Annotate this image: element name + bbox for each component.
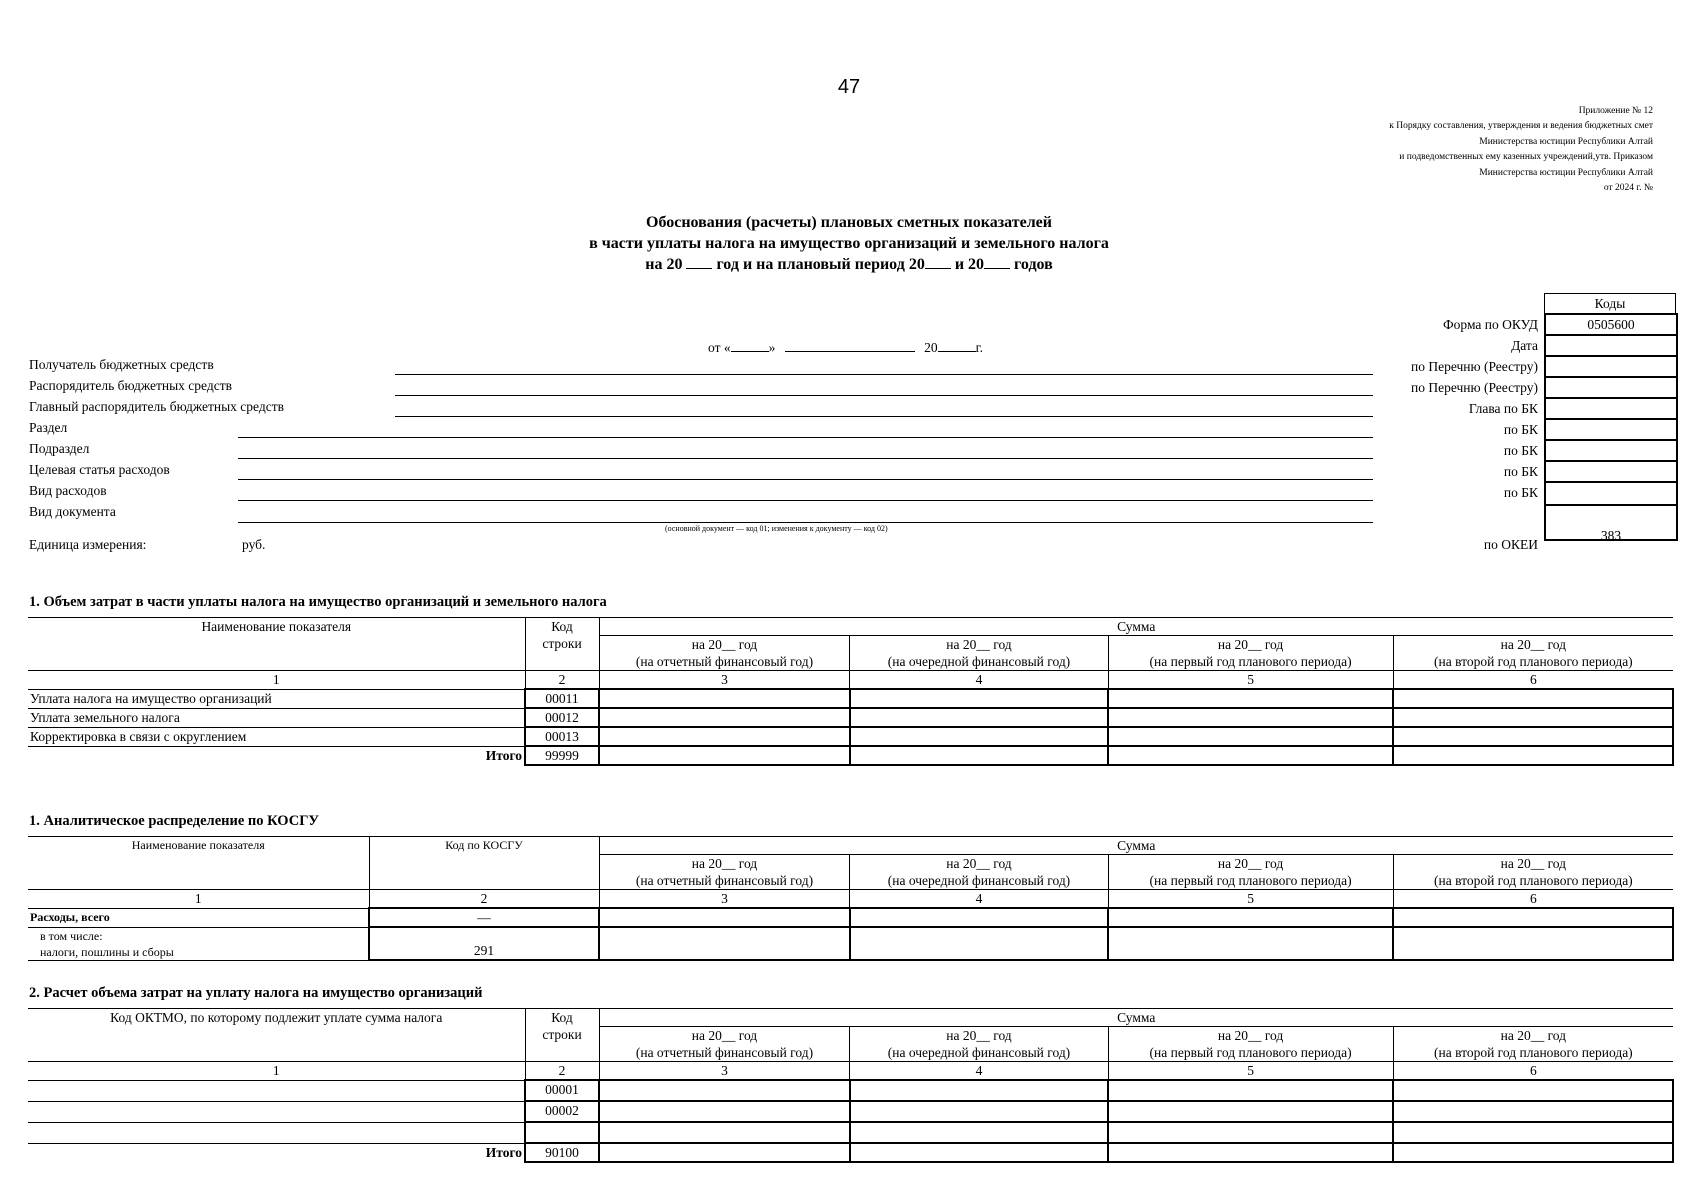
expense-type-label: Вид расходов bbox=[29, 483, 107, 498]
value-cell[interactable] bbox=[599, 927, 850, 960]
total-row bbox=[28, 1143, 1673, 1162]
year-header bbox=[599, 636, 850, 671]
kosgu-header: Код по КОСГУ bbox=[369, 837, 599, 890]
title-line-3 bbox=[0, 254, 1698, 275]
doc-type-note: (основной документ — код 01; изменения к документу — код 02) bbox=[665, 524, 888, 533]
title-line-1: Обоснования (расчеты) плановых сметных показателей bbox=[646, 214, 1052, 231]
date-ot: от « bbox=[708, 340, 731, 355]
col-number: 5 bbox=[1108, 1062, 1393, 1081]
value-cell[interactable] bbox=[1108, 1080, 1393, 1101]
unit-value: руб. bbox=[242, 537, 266, 552]
value-cell[interactable] bbox=[599, 689, 850, 708]
appendix-note bbox=[1389, 104, 1653, 196]
section-2-title: 2. Расчет объема затрат на уплату налога на имущество организаций bbox=[29, 985, 483, 1001]
col-number: 6 bbox=[1393, 1062, 1673, 1081]
bk-label: по БК bbox=[1503, 443, 1538, 458]
row-code: 291 bbox=[369, 927, 599, 960]
value-cell[interactable] bbox=[1393, 927, 1673, 960]
year-blank[interactable] bbox=[938, 338, 976, 352]
table-row bbox=[28, 1080, 1673, 1101]
date-label: Дата bbox=[1511, 338, 1538, 353]
year-sub: (на очередной финансовый год) bbox=[887, 873, 1071, 888]
year-text: на 20__ год bbox=[946, 1028, 1012, 1043]
value-cell[interactable] bbox=[599, 746, 850, 765]
value-cell[interactable] bbox=[599, 1122, 850, 1143]
section-field[interactable] bbox=[238, 437, 1373, 438]
value-cell[interactable] bbox=[599, 1143, 850, 1162]
property-tax-table bbox=[28, 1008, 1674, 1163]
col-number: 3 bbox=[599, 671, 850, 690]
value-cell[interactable] bbox=[599, 1101, 850, 1122]
bk-label: по БК bbox=[1503, 422, 1538, 437]
total-code: 90100 bbox=[525, 1143, 599, 1162]
year-header bbox=[1108, 855, 1393, 890]
row-text: строки bbox=[542, 636, 582, 651]
table-row bbox=[28, 727, 1673, 746]
col-number: 4 bbox=[850, 1062, 1108, 1081]
value-cell[interactable] bbox=[1393, 708, 1673, 727]
reestr-label: по Перечню (Реестру) bbox=[1411, 359, 1538, 374]
expense-type-field[interactable] bbox=[238, 500, 1373, 501]
value-cell[interactable] bbox=[1108, 746, 1393, 765]
col-number: 4 bbox=[850, 890, 1108, 909]
bk-label: по БК bbox=[1503, 485, 1538, 500]
codes-header: Коды bbox=[1544, 293, 1676, 314]
year-text: на 20__ год bbox=[1217, 856, 1284, 871]
document-title bbox=[0, 212, 1698, 275]
total-label: Итого bbox=[485, 1144, 522, 1160]
title-part: на 20 bbox=[645, 256, 683, 273]
row-code: 00001 bbox=[525, 1080, 599, 1101]
year-sub: (на второй год планового периода) bbox=[1433, 873, 1633, 888]
col-number: 3 bbox=[599, 1062, 850, 1081]
target-field[interactable] bbox=[238, 479, 1373, 480]
month-blank[interactable] bbox=[785, 338, 915, 352]
appendix-line: Приложение № 12 bbox=[1578, 106, 1653, 116]
taxes-text: налоги, пошлины и сборы bbox=[40, 944, 174, 959]
value-cell[interactable] bbox=[1108, 689, 1393, 708]
bk-code[interactable] bbox=[1544, 439, 1678, 460]
table-row bbox=[28, 708, 1673, 727]
year-header bbox=[1393, 855, 1673, 890]
col-oktmo-header: Код ОКТМО, по которому подлежит уплате сумма налога bbox=[28, 1009, 525, 1062]
oktmo-cell[interactable] bbox=[28, 1080, 525, 1101]
total-label: Итого bbox=[485, 747, 522, 763]
year-sub: (на очередной финансовый год) bbox=[887, 1045, 1071, 1060]
year-sub: (на отчетный финансовый год) bbox=[635, 654, 814, 669]
col-number: 6 bbox=[1393, 890, 1673, 909]
value-cell[interactable] bbox=[1108, 727, 1393, 746]
value-cell[interactable] bbox=[850, 1101, 1108, 1122]
year-header bbox=[599, 1027, 850, 1062]
reestr-code[interactable] bbox=[1544, 376, 1678, 397]
date-line bbox=[708, 338, 983, 356]
value-cell[interactable] bbox=[599, 708, 850, 727]
col-number: 5 bbox=[1108, 890, 1393, 909]
row-name: Расходы, всего bbox=[28, 908, 369, 927]
col-number: 3 bbox=[599, 890, 850, 909]
appendix-line: к Порядку составления, утверждения и ведения бюджетных смет bbox=[1389, 121, 1653, 132]
year-header bbox=[1108, 1027, 1393, 1062]
date-g: г. bbox=[975, 340, 983, 355]
reestr-code[interactable] bbox=[1544, 355, 1678, 376]
cost-volume-table bbox=[28, 617, 1674, 766]
date-year: 20 bbox=[924, 340, 938, 355]
glava-label: Глава по БК bbox=[1468, 401, 1538, 416]
value-cell[interactable] bbox=[850, 1143, 1108, 1162]
sum-header: Сумма bbox=[599, 837, 1673, 855]
col-number: 2 bbox=[525, 671, 599, 690]
value-cell[interactable] bbox=[1108, 1101, 1393, 1122]
glava-code[interactable] bbox=[1544, 397, 1678, 418]
value-cell[interactable] bbox=[850, 927, 1108, 960]
appendix-line: и подведомственных ему казенных учреждений,утв. Приказом bbox=[1399, 152, 1653, 163]
bk-code[interactable] bbox=[1544, 460, 1678, 481]
value-cell[interactable] bbox=[599, 727, 850, 746]
section-1-title: 1. Объем затрат в части уплаты налога на имущество организаций и земельного налога bbox=[29, 594, 607, 610]
target-label: Целевая статья расходов bbox=[29, 462, 170, 477]
manager-field[interactable] bbox=[395, 395, 1373, 396]
row-name bbox=[28, 927, 369, 960]
year-text: на 20__ год bbox=[946, 637, 1012, 652]
value-cell[interactable] bbox=[1393, 1143, 1673, 1162]
row-name: Уплата налога на имущество организаций bbox=[28, 689, 525, 708]
oktmo-cell[interactable] bbox=[28, 1101, 525, 1122]
chief-manager-label: Главный распорядитель бюджетных средств bbox=[29, 399, 284, 414]
year-sub: (на первый год планового периода) bbox=[1149, 1045, 1352, 1060]
subsection-field[interactable] bbox=[238, 458, 1373, 459]
year-sub: (на очередной финансовый год) bbox=[887, 654, 1071, 669]
appendix-line: Министерства юстиции Республики Алтай bbox=[1479, 167, 1653, 178]
appendix-line: от 2024 г. № bbox=[1603, 183, 1653, 194]
year-text: на 20__ год bbox=[1500, 637, 1567, 652]
year-sub: (на отчетный финансовый год) bbox=[635, 873, 814, 888]
year-blank[interactable] bbox=[925, 255, 951, 269]
value-cell[interactable] bbox=[1393, 727, 1673, 746]
bk-code[interactable] bbox=[1544, 481, 1678, 504]
year-blank[interactable] bbox=[686, 255, 712, 269]
recipient-field[interactable] bbox=[395, 374, 1373, 375]
value-cell[interactable] bbox=[850, 908, 1108, 927]
value-cell[interactable] bbox=[1393, 746, 1673, 765]
title-line-2: в части уплаты налога на имущество организаций и земельного налога bbox=[589, 235, 1109, 252]
col-name-header: Наименование показателя bbox=[28, 618, 525, 671]
row-code bbox=[525, 1122, 599, 1143]
value-cell[interactable] bbox=[1108, 708, 1393, 727]
col-number: 1 bbox=[28, 671, 525, 690]
year-header bbox=[599, 855, 850, 890]
value-cell[interactable] bbox=[850, 1122, 1108, 1143]
year-header bbox=[1393, 1027, 1673, 1062]
year-text: на 20__ год bbox=[1217, 1028, 1284, 1043]
value-cell[interactable] bbox=[850, 708, 1108, 727]
year-blank[interactable] bbox=[984, 255, 1010, 269]
code-text: Код bbox=[551, 1010, 573, 1025]
year-text: на 20__ год bbox=[691, 856, 758, 871]
row-name: Уплата земельного налога bbox=[28, 708, 525, 727]
value-cell[interactable] bbox=[1108, 908, 1393, 927]
col-number: 4 bbox=[850, 671, 1108, 690]
value-cell[interactable] bbox=[1393, 689, 1673, 708]
year-text: на 20__ год bbox=[691, 637, 758, 652]
okud-label: Форма по ОКУД bbox=[1442, 317, 1538, 332]
year-header bbox=[1393, 636, 1673, 671]
col-code-header bbox=[525, 618, 599, 671]
manager-label: Распорядитель бюджетных средств bbox=[29, 378, 232, 393]
year-text: на 20__ год bbox=[946, 856, 1012, 871]
chief-manager-field[interactable] bbox=[395, 416, 1373, 417]
value-cell[interactable] bbox=[1393, 908, 1673, 927]
row-name: Корректировка в связи с округлением bbox=[28, 727, 525, 746]
year-sub: (на первый год планового периода) bbox=[1149, 654, 1352, 669]
value-cell[interactable] bbox=[850, 689, 1108, 708]
value-cell[interactable] bbox=[1393, 1080, 1673, 1101]
col-number: 2 bbox=[369, 890, 599, 909]
year-sub: (на второй год планового периода) bbox=[1433, 1045, 1633, 1060]
value-cell[interactable] bbox=[1108, 927, 1393, 960]
table-row bbox=[28, 927, 1673, 960]
unit-label: Единица измерения: bbox=[29, 537, 147, 552]
value-cell[interactable] bbox=[599, 1080, 850, 1101]
title-part: год и на плановый период 20 bbox=[716, 256, 925, 273]
section-label: Раздел bbox=[29, 420, 68, 435]
year-sub: (на отчетный финансовый год) bbox=[635, 1045, 814, 1060]
okei-code: 383 bbox=[1544, 504, 1678, 541]
year-text: на 20__ год bbox=[691, 1028, 758, 1043]
day-blank[interactable] bbox=[731, 338, 769, 352]
okud-code: 0505600 bbox=[1544, 313, 1678, 334]
reestr-label: по Перечню (Реестру) bbox=[1411, 380, 1538, 395]
sum-header: Сумма bbox=[599, 618, 1673, 636]
col-number: 1 bbox=[28, 890, 369, 909]
col-number: 2 bbox=[525, 1062, 599, 1081]
year-header bbox=[850, 855, 1108, 890]
row-code: 00011 bbox=[525, 689, 599, 708]
row-code: 00012 bbox=[525, 708, 599, 727]
table-row bbox=[28, 689, 1673, 708]
row-code: 00013 bbox=[525, 727, 599, 746]
title-part: годов bbox=[1014, 256, 1053, 273]
row-code: 00002 bbox=[525, 1101, 599, 1122]
value-cell[interactable] bbox=[850, 1080, 1108, 1101]
col-number: 6 bbox=[1393, 671, 1673, 690]
value-cell[interactable] bbox=[1108, 1122, 1393, 1143]
year-text: на 20__ год bbox=[1500, 1028, 1567, 1043]
col-name-header: Наименование показателя bbox=[28, 837, 369, 890]
doc-type-field[interactable] bbox=[238, 522, 1373, 523]
value-cell[interactable] bbox=[850, 746, 1108, 765]
year-sub: (на первый год планового периода) bbox=[1149, 873, 1352, 888]
title-part: и 20 bbox=[954, 256, 985, 273]
total-row bbox=[28, 746, 1673, 765]
year-text: на 20__ год bbox=[1500, 856, 1567, 871]
value-cell[interactable] bbox=[1393, 1122, 1673, 1143]
table-row bbox=[28, 1101, 1673, 1122]
col-number: 5 bbox=[1108, 671, 1393, 690]
appendix-line: Министерства юстиции Республики Алтай bbox=[1479, 136, 1653, 147]
row-text: строки bbox=[542, 1027, 582, 1042]
page-number: 47 bbox=[837, 76, 861, 98]
sum-header: Сумма bbox=[599, 1009, 1673, 1027]
value-cell[interactable] bbox=[599, 908, 850, 927]
oktmo-cell[interactable] bbox=[28, 1122, 525, 1143]
year-header bbox=[850, 636, 1108, 671]
total-code: 99999 bbox=[525, 746, 599, 765]
col-number: 1 bbox=[28, 1062, 525, 1081]
incl-text: в том числе: bbox=[40, 928, 103, 943]
kosgu-section-title: 1. Аналитическое распределение по КОСГУ bbox=[29, 813, 320, 829]
subsection-label: Подраздел bbox=[29, 441, 90, 456]
code-text: Код bbox=[551, 619, 573, 634]
recipient-label: Получатель бюджетных средств bbox=[29, 357, 214, 372]
value-cell[interactable] bbox=[1393, 1101, 1673, 1122]
doc-type-label: Вид документа bbox=[29, 504, 116, 519]
table-row bbox=[28, 908, 1673, 927]
col-code-header bbox=[525, 1009, 599, 1062]
year-sub: (на второй год планового периода) bbox=[1433, 654, 1633, 669]
year-header bbox=[850, 1027, 1108, 1062]
bk-code[interactable] bbox=[1544, 418, 1678, 439]
okei-label: по ОКЕИ bbox=[1483, 537, 1538, 552]
row-code: — bbox=[369, 908, 599, 927]
kosgu-table bbox=[28, 836, 1674, 961]
table-row bbox=[28, 1122, 1673, 1143]
date-code[interactable] bbox=[1544, 334, 1678, 355]
date-quote: » bbox=[768, 340, 776, 355]
bk-label: по БК bbox=[1503, 464, 1538, 479]
year-header bbox=[1108, 636, 1393, 671]
year-text: на 20__ год bbox=[1217, 637, 1284, 652]
value-cell[interactable] bbox=[850, 727, 1108, 746]
value-cell[interactable] bbox=[1108, 1143, 1393, 1162]
